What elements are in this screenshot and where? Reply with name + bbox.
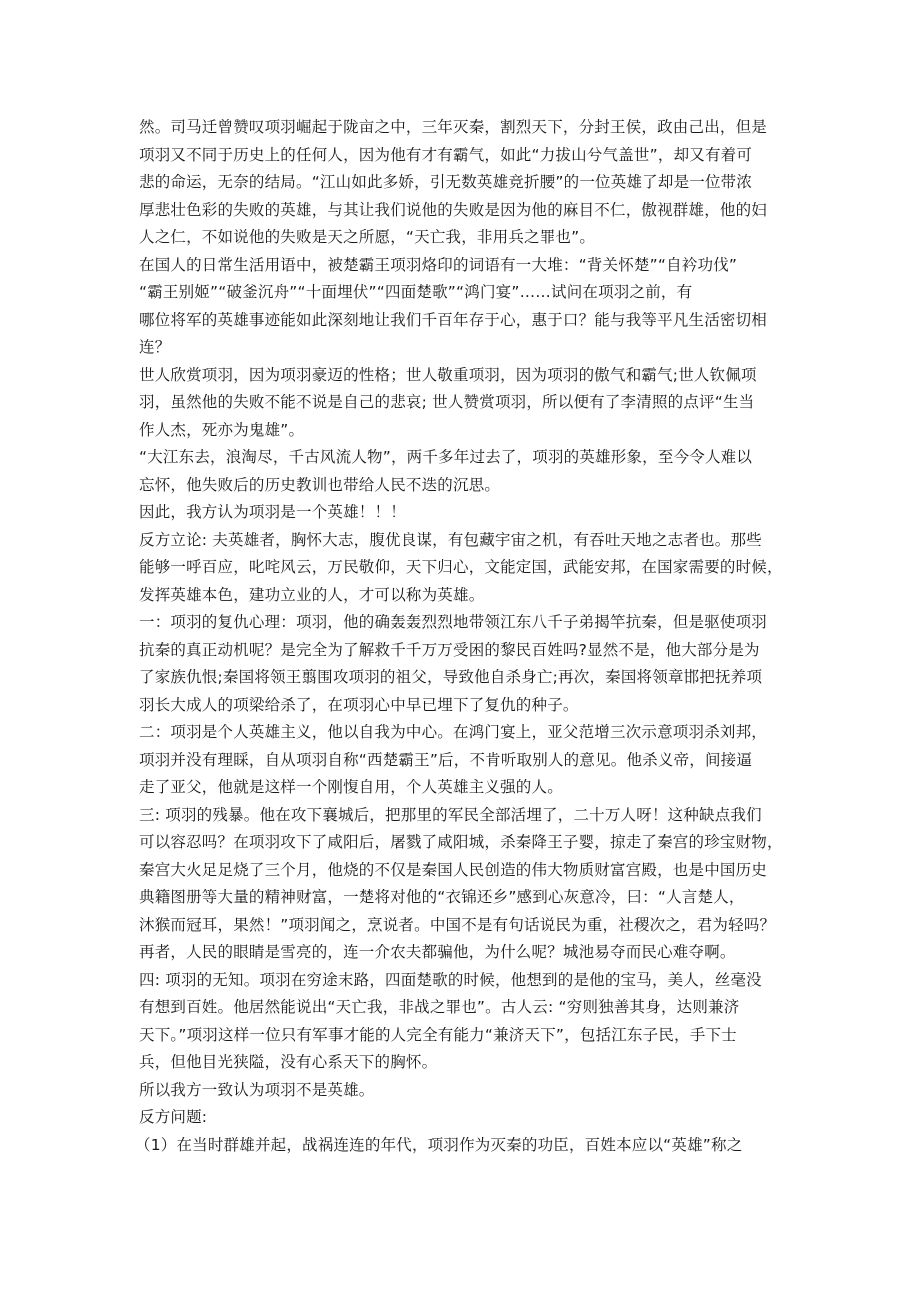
text-line: （1）在当时群雄并起，战祸连连的年代，项羽作为灭秦的功臣，百姓本应以“英雄”称之 <box>135 1135 743 1154</box>
text-line: 项羽并没有理睬，自从项羽自称“西楚霸王”后，不肯听取别人的意见。他杀义帝，间接逼 <box>139 750 753 769</box>
text-line: 发挥英雄本色，建功立业的人，才可以称为英雄。 <box>139 585 485 604</box>
text-line: 羽，虽然他的失败不能不说是自己的悲哀; 世人赞赏项羽，所以便有了李清照的点评“生当 <box>139 393 755 411</box>
text-line: 一：项羽的复仇心理：项羽，他的确轰轰烈烈地带领江东八千子弟揭竿抗秦，但是驱使项羽 <box>139 613 768 631</box>
text-line: 所以我方一致认为项羽不是英雄。 <box>139 1080 375 1099</box>
text-line: 羽长大成人的项梁给杀了，在项羽心中早已埋下了复仇的种子。 <box>139 695 579 714</box>
text-line: 在国人的日常生活用语中，被楚霸王项羽烙印的词语有一大堆：“背关怀楚”“自衿功伐” <box>139 255 738 274</box>
text-line: 了家族仇恨;秦国将领王翦围攻项羽的祖父，导致他自杀身亡;再次，秦国将领章邯把抚养项 <box>139 668 763 686</box>
text-line: 因此，我方认为项羽是一个英雄！！！ <box>139 503 406 521</box>
text-line: 可以容忍吗？在项羽攻下了咸阳后，屠戮了咸阳城，杀秦降王子婴，掠走了秦宫的珍宝财物， <box>139 833 783 851</box>
text-line: 二：项羽是个人英雄主义，他以自我为中心。在鸿门宴上，亚父范增三次示意项羽杀刘邦， <box>139 723 768 741</box>
text-line: 三: 项羽的残暴。他在攻下襄城后，把那里的军民全部活埋了，二十万人呀！这种缺点我们 <box>139 805 762 824</box>
text-line: 兵，但他目光狭隘，没有心系天下的胸怀。 <box>139 1053 438 1071</box>
text-line: 再者，人民的眼睛是雪亮的，连一介农夫都骗他，为什么呢？城池易夺而民心难夺啊。 <box>139 943 736 961</box>
text-line: 哪位将军的英雄事迹能如此深刻地让我们千百年存于心，惠于口？能与我等平凡生活密切相 <box>139 310 768 329</box>
text-line: 秦宫大火足足烧了三个月，他烧的不仅是秦国人民创造的伟大物质财富宫殿，也是中国历史 <box>139 860 768 879</box>
text-line: 连？ <box>139 338 171 356</box>
text-line: 反方问题: <box>139 1108 208 1126</box>
text-line: 走了亚父，他就是这样一个刚愎自用，个人英雄主义强的人。 <box>139 778 563 796</box>
text-line: 抗秦的真正动机呢？是完全为了解救千千万万受困的黎民百姓吗?显然不是，他大部分是为 <box>139 640 760 659</box>
text-line: 作人杰，死亦为鬼雄”。 <box>139 420 305 439</box>
text-line: 人之仁，不如说他的失败是天之所愿，“天亡我，非用兵之罪也”。 <box>139 228 596 246</box>
text-line: 四: 项羽的无知。项羽在穷途末路，四面楚歌的时候，他想到的是他的宝马，美人，丝毫没 <box>139 970 762 989</box>
text-line: 然。司马迁曾赞叹项羽崛起于陇亩之中，三年灭秦，割烈天下，分封王侯，政由己出，但是 <box>139 118 768 136</box>
text-line: 悲的命运，无奈的结局。“江山如此多娇，引无数英雄竞折腰”的一位英雄了却是一位带浓 <box>139 173 753 191</box>
text-line: 忘怀，他失败后的历史教训也带给人民不迭的沉思。 <box>139 475 501 494</box>
text-line: 有想到百姓。他居然能说出“天亡我，非战之罪也”。古人云: “穷则独善其身，达则兼济 <box>139 998 740 1016</box>
text-line: 天下。”项羽这样一位只有军事才能的人完全有能力“兼济天下”，包括江东子民，手下士 <box>139 1025 737 1044</box>
text-line: 厚悲壮色彩的失败的英雄，与其让我们说他的失败是因为他的麻目不仁，傲视群雄，他的妇 <box>139 200 768 219</box>
text-line: 反方立论: 夫英雄者，胸怀大志，腹优良谋，有包藏宇宙之机，有吞吐天地之志者也。那些 <box>139 530 762 549</box>
text-line: 典籍图册等大量的精神财富，一楚将对他的“衣锦还乡”感到心灰意冷，曰：“人言楚人， <box>139 888 745 906</box>
text-line: 世人欣赏项羽，因为项羽豪迈的性格；世人敬重项羽，因为项羽的傲气和霸气;世人钦佩项 <box>139 365 757 384</box>
text-line: “大江东去，浪淘尽，千古风流人物”，两千多年过去了，项羽的英雄形象，至今令人难以 <box>139 448 753 466</box>
text-line: 能够一呼百应，叱咤风云，万民敬仰，天下归心，文能定国，武能安邦，在国家需要的时候， <box>139 558 783 576</box>
text-line: 沐猴而冠耳，果然！”项羽闻之，烹说者。中国不是有句话说民为重，社稷次之，君为轻吗？ <box>139 915 776 934</box>
document-body <box>135 114 789 1159</box>
text-line: 项羽又不同于历史上的任何人，因为他有才有霸气，如此“力拔山兮气盖世”，却又有着可 <box>139 145 753 164</box>
text-line: “霸王别姬”“破釜沉舟”“十面埋伏”“四面楚歌”“鸿门宴”……试问在项羽之前，有 <box>139 283 693 301</box>
